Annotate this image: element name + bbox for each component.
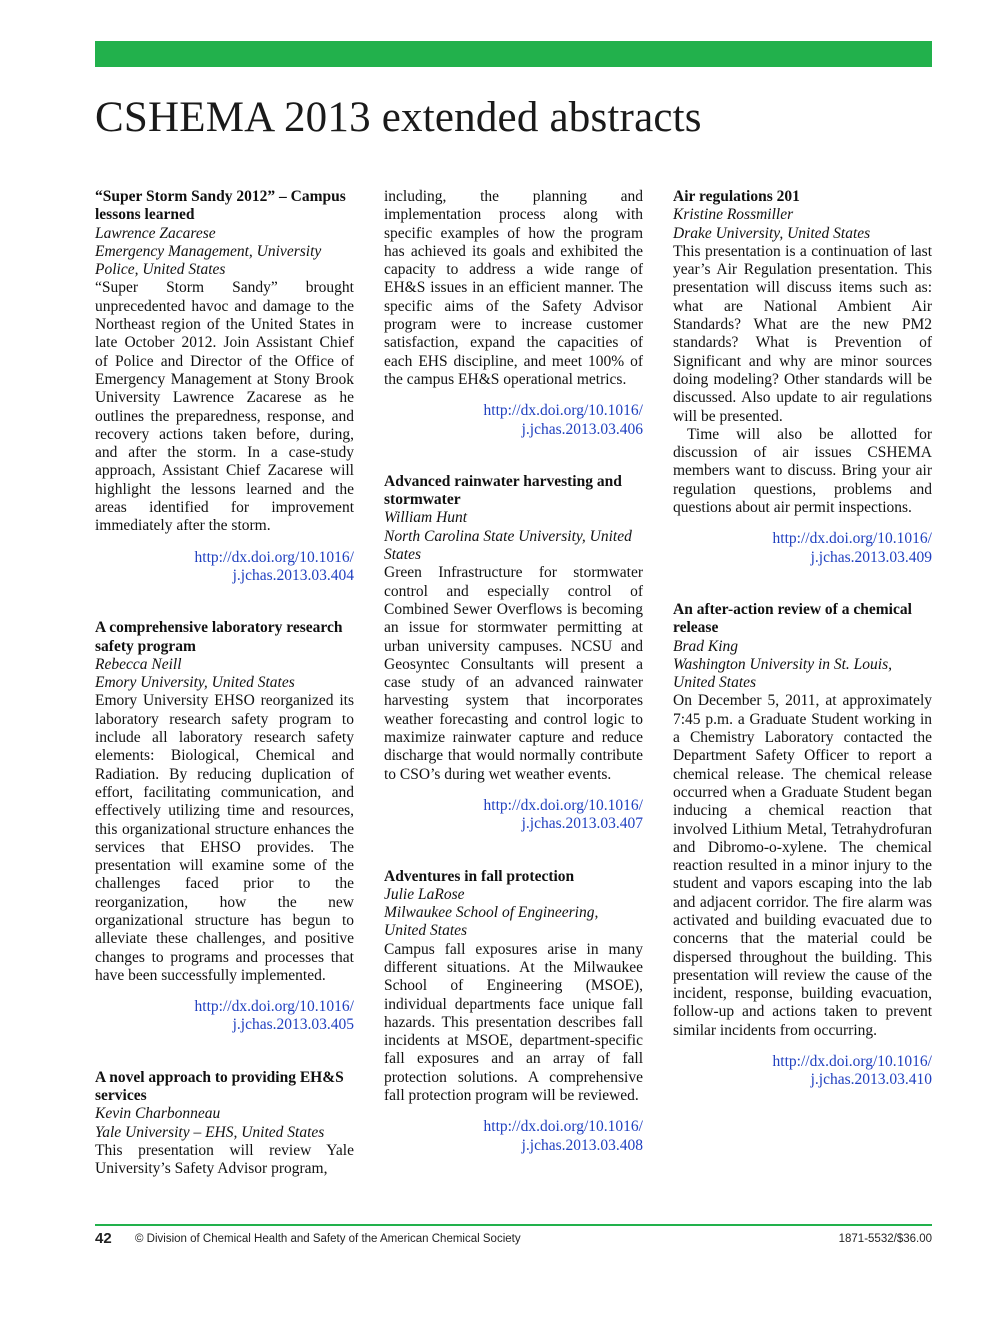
abstract-body bbox=[95, 279, 354, 535]
abstract-ehs-services bbox=[95, 1069, 354, 1179]
doi-link-line-1[interactable]: http://dx.doi.org/10.1016/ bbox=[483, 402, 643, 420]
doi-link[interactable] bbox=[384, 1118, 643, 1155]
abstract-body bbox=[384, 941, 643, 1106]
doi-link-line-2[interactable]: j.jchas.2013.03.408 bbox=[521, 1136, 643, 1154]
abstract-chemical-release bbox=[673, 601, 932, 1090]
doi-link[interactable] bbox=[673, 530, 932, 567]
doi-link-line-1[interactable]: http://dx.doi.org/10.1016/ bbox=[772, 1053, 932, 1071]
doi-link-line-1[interactable]: http://dx.doi.org/10.1016/ bbox=[483, 1118, 643, 1136]
abstract-continuation bbox=[384, 188, 643, 439]
header-accent-bar bbox=[95, 41, 932, 67]
abstract-body bbox=[673, 692, 932, 1040]
doi-link[interactable] bbox=[95, 549, 354, 586]
page-title: CSHEMA 2013 extended abstracts bbox=[95, 94, 702, 141]
abstract-body bbox=[95, 692, 354, 985]
abstract-affiliation: Emergency Management, University Police, United States bbox=[95, 242, 322, 279]
abstract-title: “Super Storm Sandy 2012” – Campus lessons learned bbox=[95, 188, 346, 224]
column-left bbox=[95, 188, 354, 1179]
abstract-affiliation: Washington University in St. Louis, United States bbox=[673, 655, 893, 692]
doi-link-line-2[interactable]: j.jchas.2013.03.406 bbox=[521, 420, 643, 438]
abstract-affiliation: Milwaukee School of Engineering, United States bbox=[384, 904, 599, 940]
footer-divider bbox=[95, 1224, 932, 1226]
abstract-author: Lawrence Zacarese bbox=[95, 224, 216, 242]
abstract-paragraph: Green Infrastructure for stormwater control and especially control of Combined Sewer Overflows is becoming an issue for stormwater permitting at urban university campuses. NCSU and Geosyntec Consultants will present a case study of an advanced rainwater harvesting system that incorporates weather forecasting and control logic to maximize rainwater capture and reduce discharge that would normally contribute to CSO’s during wet weather events. bbox=[384, 564, 643, 783]
abstract-affiliation: North Carolina State University, United States bbox=[384, 527, 632, 564]
abstract-lab-research-safety bbox=[95, 619, 354, 1035]
issn-price: 1871-5532/$36.00 bbox=[838, 1233, 932, 1245]
abstract-body bbox=[673, 243, 932, 517]
abstract-body bbox=[95, 1142, 354, 1179]
doi-link[interactable] bbox=[384, 797, 643, 834]
abstract-paragraph: including, the planning and implementation process along with specific examples of how the program has achieved its goals and exhibited the capacity to address a wide range of EH&S issues in an efficient manner. The specific aims of the Safety Advisor program were to increase customer satisfaction, expand the capacities of each EHS discipline, and meet 100% of the campus EH&S operational metrics. bbox=[384, 188, 643, 388]
abstract-paragraph: Campus fall exposures arise in many different situations. At the Milwaukee School of Engineering (MSOE), individual departments face unique fall hazards. This presentation describes fall incidents at MSOE, department-specific fall exposures and an array of fall protection solutions. A comprehensive fall protection program will be reviewed. bbox=[384, 940, 643, 1105]
abstract-air-regulations bbox=[673, 188, 932, 567]
abstract-author: Julie LaRose bbox=[384, 885, 465, 903]
abstract-author: Kristine Rossmiller bbox=[673, 206, 794, 224]
abstract-paragraph: Emory University EHSO reorganized its laboratory research safety program to include all laboratory research safety elements: Biological, Chemical and Radiation. By reducing duplication of effort, facilitating communication, and effectively utilizing time and resources, this organizational structure enhances the services that EHSO provides. The presentation will examine some of the challenges faced prior to the reorganization, how the new organizational structure has begun to alleviate these challenges, and positive changes to programs and processes that have been successfully implemented. bbox=[95, 692, 354, 984]
abstract-body bbox=[384, 188, 643, 389]
doi-link-line-1[interactable]: http://dx.doi.org/10.1016/ bbox=[772, 530, 932, 548]
doi-link-line-2[interactable]: j.jchas.2013.03.404 bbox=[232, 566, 354, 584]
abstract-author: Rebecca Neill bbox=[95, 655, 182, 673]
abstract-title: An after-action review of a chemical release bbox=[673, 600, 912, 637]
doi-link-line-2[interactable]: j.jchas.2013.03.410 bbox=[810, 1071, 932, 1089]
abstract-super-storm-sandy bbox=[95, 188, 354, 585]
abstract-paragraph: This presentation is a continuation of last year’s Air Regulation presentation. This presentation will discuss items such as: what are National Ambient Air Standards? What are the new PM2 standards? What is Prevention of Significant and why are minor sources doing modeling? Other standards will be discussed. Also update to air regulations will be presented. bbox=[673, 242, 932, 425]
abstract-fall-protection bbox=[384, 868, 643, 1155]
doi-link[interactable] bbox=[673, 1053, 932, 1090]
abstract-paragraph: “Super Storm Sandy” brought unprecedented havoc and damage to the Northeast region of the United States in late October 2012. Join Assistant Chief of Police and Director of the Office of Emergency Management at Stony Brook University Lawrence Zacarese as he outlines the preparedness, response, and recovery actions taken before, during, and after the storm. In a case-study approach, Assistant Chief Zacarese will highlight the lessons learned and the areas identified for improvement immediately after the storm. bbox=[95, 279, 354, 535]
abstract-affiliation: Emory University, United States bbox=[95, 674, 295, 692]
abstract-author: William Hunt bbox=[384, 509, 468, 527]
abstract-body bbox=[384, 564, 643, 784]
doi-link[interactable] bbox=[95, 998, 354, 1035]
doi-link-line-1[interactable]: http://dx.doi.org/10.1016/ bbox=[194, 548, 354, 566]
abstract-author: Brad King bbox=[673, 637, 739, 655]
column-right bbox=[673, 188, 932, 1124]
abstract-affiliation: Yale University – EHS, United States bbox=[95, 1123, 325, 1141]
abstract-rainwater-harvesting bbox=[384, 473, 643, 834]
doi-link[interactable] bbox=[384, 402, 643, 439]
page-number: 42 bbox=[95, 1230, 112, 1247]
abstract-paragraph: Time will also be allotted for discussion of air issues CSHEMA members want to discuss. Bring your air regulation questions, problems and questions about air permit inspections. bbox=[673, 425, 932, 517]
abstract-paragraph: This presentation will review Yale University’s Safety Advisor program, bbox=[95, 1141, 354, 1178]
doi-link-line-1[interactable]: http://dx.doi.org/10.1016/ bbox=[194, 998, 354, 1016]
abstract-title: Advanced rainwater harvesting and stormwater bbox=[384, 472, 622, 509]
doi-link-line-1[interactable]: http://dx.doi.org/10.1016/ bbox=[483, 796, 643, 814]
copyright-notice: © Division of Chemical Health and Safety of the American Chemical Society bbox=[135, 1233, 521, 1245]
abstract-paragraph: On December 5, 2011, at approximately 7:45 p.m. a Graduate Student working in a Chemistry Laboratory contacted the Department Safety Officer to report a chemical release. The chemical release occurred when a Graduate Student began inducing a chemical reaction that involved Lithium Metal, Tetrahydrofuran and Dibromo-o-xylene. The chemical reaction resulted in a minor injury to the student and vapors escaping into the lab and adjacent corridor. The fire alarm was activated and building evacuated due to concerns that the material could be dispersed throughout the building. This presentation will review the cause of the incident, response, building evacuation, follow-up and actions taken to prevent similar incidents from occurring. bbox=[673, 692, 932, 1039]
page-footer bbox=[95, 1229, 932, 1249]
abstract-title: A novel approach to providing EH&S services bbox=[95, 1068, 344, 1105]
column-middle bbox=[384, 188, 643, 1189]
abstract-author: Kevin Charbonneau bbox=[95, 1105, 221, 1123]
abstract-affiliation: Drake University, United States bbox=[673, 224, 871, 242]
doi-link-line-2[interactable]: j.jchas.2013.03.405 bbox=[232, 1016, 354, 1034]
abstract-title: Air regulations 201 bbox=[673, 188, 800, 205]
doi-link-line-2[interactable]: j.jchas.2013.03.407 bbox=[521, 815, 643, 833]
doi-link-line-2[interactable]: j.jchas.2013.03.409 bbox=[810, 548, 932, 566]
abstract-title: A comprehensive laboratory research safety program bbox=[95, 619, 343, 655]
abstract-title: Adventures in fall protection bbox=[384, 867, 575, 885]
